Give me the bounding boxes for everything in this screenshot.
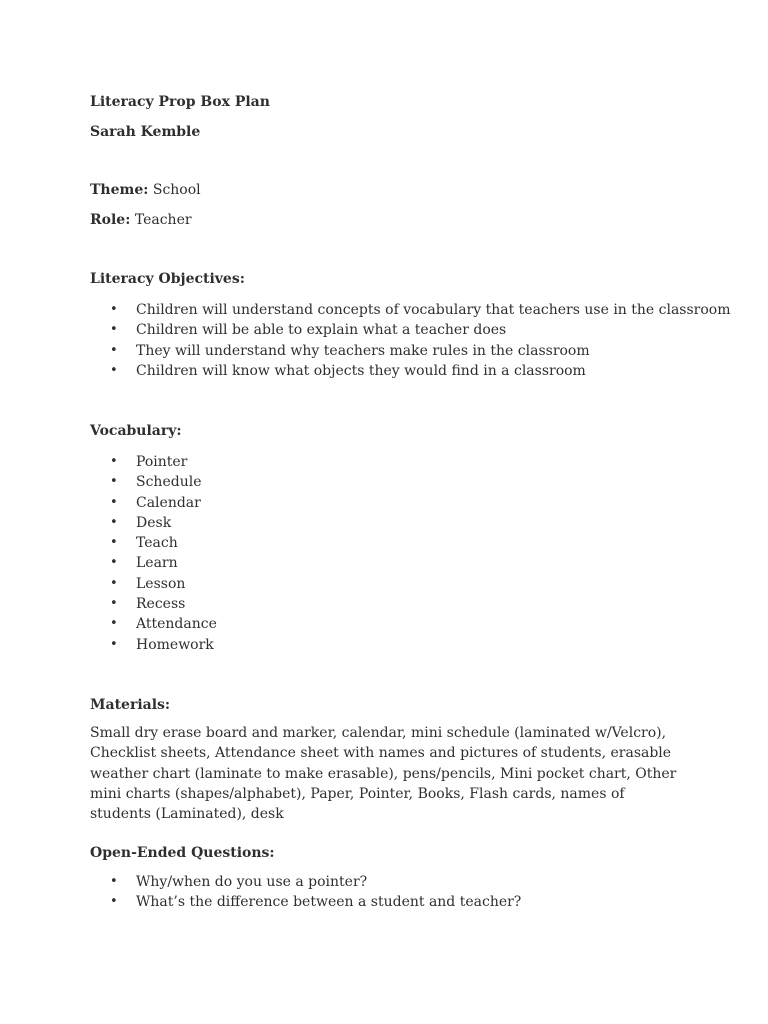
list-item: • Schedule — [90, 472, 690, 492]
objectives-heading: Literacy Objectives: — [90, 271, 245, 287]
materials-text: Small dry erase board and marker, calendar, mini schedule (laminated w/Velcro), Checklist sheets, Attendance sheet with names and pictures of students, erasable weather chart (laminate to make erasable), pens/pencils, Mini pocket chart, Other mini charts (shapes/alphabet), Paper, Pointer, Books, Flash cards, names of students (Laminated), desk — [90, 725, 677, 823]
vocabulary-heading: Vocabulary: — [90, 423, 182, 439]
role-label: Role: — [90, 212, 131, 228]
list-item: • Why/when do you use a pointer? — [90, 872, 690, 892]
list-item: • Children will know what objects they would find in a classroom — [90, 361, 690, 381]
questions-heading: Open-Ended Questions: — [90, 845, 275, 861]
list-item: • Recess — [90, 594, 690, 614]
theme-line — [90, 180, 690, 200]
list-item: • They will understand why teachers make rules in the classroom — [90, 341, 690, 361]
objectives-list — [90, 300, 731, 381]
list-item: • Pointer — [90, 452, 690, 472]
questions-list — [90, 872, 690, 913]
list-item: • Children will be able to explain what a teacher does — [90, 320, 690, 340]
document-title: Literacy Prop Box Plan — [90, 94, 270, 110]
list-item: • Calendar — [90, 493, 690, 513]
vocabulary-list — [90, 452, 690, 655]
list-item: • Lesson — [90, 574, 690, 594]
materials-heading: Materials: — [90, 697, 171, 713]
list-item: • Learn — [90, 553, 690, 573]
list-item: • Homework — [90, 635, 690, 655]
list-item: • Desk — [90, 513, 690, 533]
list-item: • What’s the difference between a student and teacher? — [90, 892, 690, 912]
list-item: • Attendance — [90, 614, 690, 634]
list-item: • Children will understand concepts of vocabulary that teachers use in the classroom — [90, 300, 690, 320]
theme-value: School — [152, 182, 201, 198]
role-line — [90, 210, 690, 230]
role-value: Teacher — [134, 212, 192, 228]
list-item: • Teach — [90, 533, 690, 553]
theme-label: Theme: — [90, 182, 149, 198]
document-author: Sarah Kemble — [90, 124, 201, 140]
